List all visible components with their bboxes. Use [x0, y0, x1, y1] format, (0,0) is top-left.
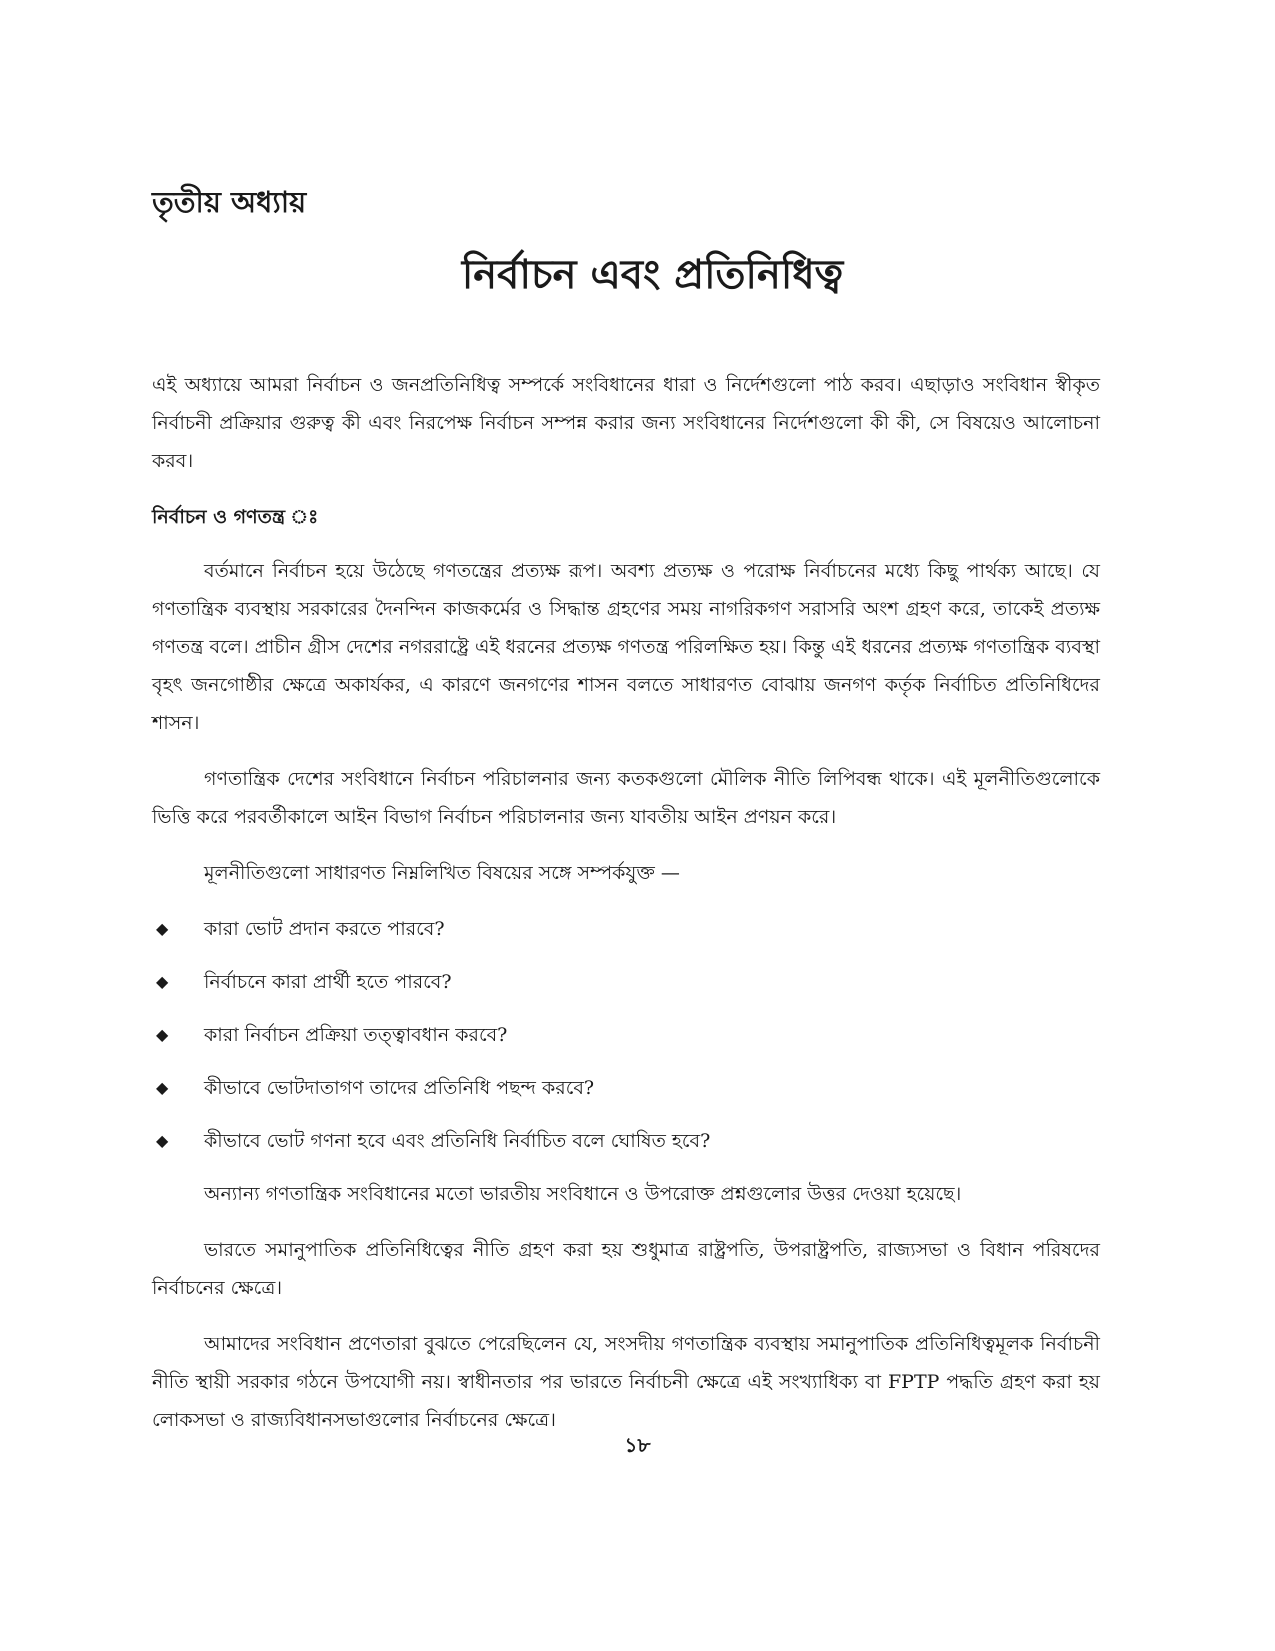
list-item-text: কারা নির্বাচন প্রক্রিয়া তত্ত্বাবধান করবে? [204, 1024, 508, 1046]
intro-paragraph: এই অধ্যায়ে আমরা নির্বাচন ও জনপ্রতিনিধিত্ব সম্পর্কে সংবিধানের ধারা ও নির্দেশগুলো পাঠ করব। এছাড়াও সংবিধান স্বীকৃত নির্বাচনী প্রক্রিয়ার গুরুত্ব কী এবং নিরপেক্ষ নির্বাচন সম্পন্ন করার জন্য সংবিধানের নির্দেশগুলো কী কী, সে বিষয়েও আলোচনা করব। [152, 374, 1100, 472]
diamond-bullet-icon: ◆ [156, 919, 169, 938]
diamond-bullet-icon: ◆ [156, 1078, 169, 1097]
list-item [152, 1069, 1100, 1107]
list-item-text: কারা ভোট প্রদান করতে পারবে? [204, 918, 445, 940]
diamond-bullet-icon: ◆ [156, 1025, 169, 1044]
diamond-bullet-icon: ◆ [156, 972, 169, 991]
list-item-text: কীভাবে ভোটদাতাগণ তাদের প্রতিনিধি পছন্দ করবে? [204, 1077, 595, 1099]
page-number: ১৮ [624, 1433, 651, 1457]
list-item [152, 1016, 1100, 1054]
list-item [152, 910, 1100, 948]
body-paragraph: আমাদের সংবিধান প্রণেতারা বুঝতে পেরেছিলেন যে, সংসদীয় গণতান্ত্রিক ব্যবস্থায় সমানুপাতিক প্রতিনিধিত্বমূলক নির্বাচনী নীতি স্থায়ী সরকার গঠনে উপযোগী নয়। স্বাধীনতার পর ভারতে নির্বাচনী ক্ষেত্রে এই সংখ্যাধিক্য বা FPTP পদ্ধতি গ্রহণ করা হয় লোকসভা ও রাজ্যবিধানসভাগুলোর নির্বাচনের ক্ষেত্রে। [152, 1333, 1100, 1431]
list-item-text: নির্বাচনে কারা প্রার্থী হতে পারবে? [204, 971, 452, 993]
list-item [152, 963, 1100, 1001]
body-paragraph: অন্যান্য গণতান্ত্রিক সংবিধানের মতো ভারতীয় সংবিধানে ও উপরোক্ত প্রশ্নগুলোর উত্তর দেওয়া হয়েছে। [204, 1183, 962, 1205]
body-paragraph: বর্তমানে নির্বাচন হয়ে উঠেছে গণতন্ত্রের প্রত্যক্ষ রূপ। অবশ্য প্রত্যক্ষ ও পরোক্ষ নির্বাচনের মধ্যে কিছু পার্থক্য আছে। যে গণতান্ত্রিক ব্যবস্থায় সরকারের দৈনন্দিন কাজকর্মের ও সিদ্ধান্ত গ্রহণের সময় নাগরিকগণ সরাসরি অংশ গ্রহণ করে, তাকেই প্রত্যক্ষ গণতন্ত্র বলে। প্রাচীন গ্রীস দেশের নগররাষ্ট্রে এই ধরনের প্রত্যক্ষ গণতন্ত্র পরিলক্ষিত হয়। কিন্তু এই ধরনের প্রত্যক্ষ গণতান্ত্রিক ব্যবস্থা বৃহৎ জনগোষ্ঠীর ক্ষেত্রে অকার্যকর, এ কারণে জনগণের শাসন বলতে সাধারণত বোঝায় জনগণ কর্তৃক নির্বাচিত প্রতিনিধিদের শাসন। [152, 560, 1100, 734]
body-paragraph: ভারতে সমানুপাতিক প্রতিনিধিত্বের নীতি গ্রহণ করা হয় শুধুমাত্র রাষ্ট্রপতি, উপরাষ্ট্রপতি, রাজ্যসভা ও বিধান পরিষদের নির্বাচনের ক্ষেত্রে। [152, 1239, 1100, 1299]
body-paragraph: মূলনীতিগুলো সাধারণত নিম্নলিখিত বিষয়ের সঙ্গে সম্পর্কযুক্ত — [204, 862, 680, 884]
diamond-bullet-icon: ◆ [156, 1131, 169, 1150]
chapter-label: তৃতীয় অধ্যায় [152, 185, 307, 219]
page-content [152, 366, 1100, 1457]
principles-list [152, 910, 1100, 1160]
section-heading: নির্বাচন ও গণতন্ত্র ঃ [152, 506, 319, 528]
list-item-text: কীভাবে ভোট গণনা হবে এবং প্রতিনিধি নির্বাচিত বলে ঘোষিত হবে? [204, 1130, 711, 1152]
body-paragraph: গণতান্ত্রিক দেশের সংবিধানে নির্বাচন পরিচালনার জন্য কতকগুলো মৌলিক নীতি লিপিবন্ধ থাকে। এই মূলনীতিগুলোকে ভিত্তি করে পরবর্তীকালে আইন বিভাগ নির্বাচন পরিচালনার জন্য যাবতীয় আইন প্রণয়ন করে। [152, 768, 1100, 828]
chapter-title: নির্বাচন এবং প্রতিনিধিত্ব [461, 251, 844, 298]
list-item [152, 1122, 1100, 1160]
